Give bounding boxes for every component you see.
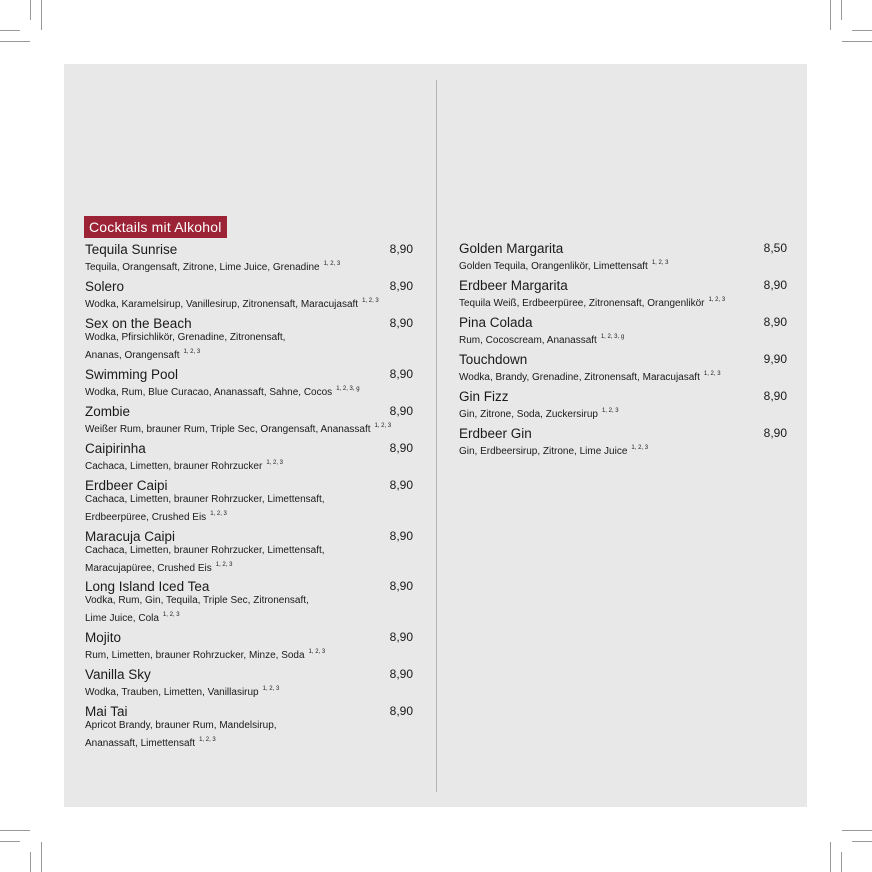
item-price: 8,90 xyxy=(389,529,413,543)
item-name: Tequila Sunrise xyxy=(85,242,178,257)
menu-item xyxy=(459,278,789,311)
additive-note: 1, 2, 3 xyxy=(374,423,392,429)
item-description: Tequila Weiß, Erdbeerpüree, Zitronensaft, Orangenlikör $^{1, 2, 3}$ xyxy=(459,297,726,309)
item-description: Apricot Brandy, brauner Rum, Mandelsirup, xyxy=(85,720,277,731)
menu-item xyxy=(85,667,415,700)
crop-mark xyxy=(841,0,842,20)
menu-item xyxy=(459,315,789,348)
item-description: Rum, Limetten, brauner Rohrzucker, Minze, Soda $^{1, 2, 3}$ xyxy=(85,649,326,661)
item-name: Erdbeer Gin xyxy=(459,426,532,441)
item-name: Sex on the Beach xyxy=(85,316,192,331)
menu-item xyxy=(85,529,415,576)
crop-mark xyxy=(841,852,842,872)
additive-note: 1, 2, 3 xyxy=(199,737,216,743)
item-description: Erdbeerpüree, Crushed Eis $^{1, 2, 3}$ xyxy=(85,511,227,523)
item-price: 8,90 xyxy=(389,478,413,492)
additive-note: 1, 2, 3 xyxy=(308,649,326,655)
crop-mark xyxy=(41,842,42,872)
menu-item xyxy=(85,630,415,663)
menu-item xyxy=(459,241,789,274)
item-price: 8,50 xyxy=(763,241,787,255)
item-name: Gin Fizz xyxy=(459,389,509,404)
item-name: Golden Margarita xyxy=(459,241,564,256)
section-header: Cocktails mit Alkohol xyxy=(84,216,227,238)
item-description: Gin, Erdbeersirup, Zitrone, Lime Juice $^{1, 2, 3}$ xyxy=(459,445,649,457)
item-description: Golden Tequila, Orangenlikör, Limettensaft $^{1, 2, 3}$ xyxy=(459,260,669,272)
item-price: 8,90 xyxy=(389,404,413,418)
menu-item xyxy=(85,704,415,751)
item-price: 8,90 xyxy=(389,579,413,593)
additive-note: 1, 2, 3 xyxy=(601,408,619,414)
menu-item xyxy=(85,242,415,275)
item-name: Solero xyxy=(85,279,125,294)
crop-mark xyxy=(30,852,31,872)
item-description: Cachaca, Limetten, brauner Rohrzucker, Limettensaft, xyxy=(85,494,325,505)
item-description: Wodka, Pfirsichlikör, Grenadine, Zitronensaft, xyxy=(85,332,286,343)
item-description: Wodka, Trauben, Limetten, Vanillasirup $^{1, 2, 3}$ xyxy=(85,686,280,698)
item-name: Long Island Iced Tea xyxy=(85,579,210,594)
item-name: Erdbeer Margarita xyxy=(459,278,568,293)
additive-note: 1, 2, 3 xyxy=(266,460,283,466)
item-price: 8,90 xyxy=(389,704,413,718)
item-name: Mojito xyxy=(85,630,122,645)
additive-note: 1, 2, 3 xyxy=(215,562,233,568)
item-price: 9,90 xyxy=(763,352,787,366)
menu-item xyxy=(85,579,415,626)
additive-note: 1, 2, 3 xyxy=(708,297,726,303)
item-price: 8,90 xyxy=(389,441,413,455)
crop-mark xyxy=(41,0,42,30)
additive-note: 1, 2, 3 xyxy=(703,371,721,377)
column-divider xyxy=(436,80,437,792)
item-description: Gin, Zitrone, Soda, Zuckersirup $^{1, 2, 3}$ xyxy=(459,408,619,420)
item-description: Ananas, Orangensaft $^{1, 2, 3}$ xyxy=(85,349,201,361)
additive-note: 1, 2, 3 xyxy=(162,612,180,618)
crop-mark xyxy=(0,841,20,842)
crop-mark xyxy=(852,841,872,842)
additive-note: 1, 2, 3 xyxy=(651,260,669,266)
item-name: Vanilla Sky xyxy=(85,667,151,682)
item-name: Erdbeer Caipi xyxy=(85,478,168,493)
crop-mark xyxy=(842,41,872,42)
item-description: Maracujapüree, Crushed Eis $^{1, 2, 3}$ xyxy=(85,562,233,574)
crop-mark xyxy=(830,842,831,872)
item-description: Lime Juice, Cola $^{1, 2, 3}$ xyxy=(85,612,180,624)
item-price: 8,90 xyxy=(389,667,413,681)
crop-mark xyxy=(830,0,831,30)
item-description: Wodka, Karamelsirup, Vanillesirup, Zitronensaft, Maracujasaft $^{1, 2, 3}$ xyxy=(85,298,379,310)
menu-item xyxy=(85,316,415,363)
item-description: Wodka, Rum, Blue Curacao, Ananassaft, Sahne, Cocos $^{1, 2, 3, g}$ xyxy=(85,386,360,398)
crop-mark xyxy=(0,830,30,831)
item-price: 8,90 xyxy=(763,389,787,403)
item-description: Vodka, Rum, Gin, Tequila, Triple Sec, Zitronensaft, xyxy=(85,595,309,606)
item-price: 8,90 xyxy=(389,630,413,644)
item-price: 8,90 xyxy=(389,242,413,256)
item-price: 8,90 xyxy=(389,316,413,330)
item-description: Wodka, Brandy, Grenadine, Zitronensaft, Maracujasaft $^{1, 2, 3}$ xyxy=(459,371,721,383)
item-name: Maracuja Caipi xyxy=(85,529,176,544)
item-description: Tequila, Orangensaft, Zitrone, Lime Juice, Grenadine $^{1, 2, 3}$ xyxy=(85,261,341,273)
additive-note: 1, 2, 3 xyxy=(631,445,649,451)
item-name: Mai Tai xyxy=(85,704,128,719)
item-price: 8,90 xyxy=(389,279,413,293)
item-description: Cachaca, Limetten, brauner Rohrzucker, Limettensaft, xyxy=(85,545,325,556)
menu-item xyxy=(85,367,415,400)
menu-page xyxy=(64,64,807,807)
item-name: Touchdown xyxy=(459,352,528,367)
menu-item xyxy=(85,404,415,437)
item-price: 8,90 xyxy=(763,315,787,329)
menu-item xyxy=(85,478,415,525)
item-name: Zombie xyxy=(85,404,131,419)
crop-mark xyxy=(30,0,31,20)
item-description: Weißer Rum, brauner Rum, Triple Sec, Orangensaft, Ananassaft $^{1, 2, 3}$ xyxy=(85,423,392,435)
menu-item xyxy=(459,389,789,422)
additive-note: 1, 2, 3 xyxy=(323,261,341,267)
additive-note: 1, 2, 3, g xyxy=(600,334,625,340)
item-price: 8,90 xyxy=(389,367,413,381)
item-name: Swimming Pool xyxy=(85,367,179,382)
crop-mark xyxy=(0,41,30,42)
item-price: 8,90 xyxy=(763,426,787,440)
crop-mark xyxy=(842,830,872,831)
additive-note: 1, 2, 3 xyxy=(262,686,280,692)
menu-item xyxy=(459,352,789,385)
crop-mark xyxy=(0,30,20,31)
item-name: Caipirinha xyxy=(85,441,146,456)
item-name: Pina Colada xyxy=(459,315,533,330)
additive-note: 1, 2, 3 xyxy=(183,349,201,355)
crop-mark xyxy=(852,30,872,31)
additive-note: 1, 2, 3, g xyxy=(336,386,360,392)
item-description: Rum, Cocoscream, Ananassaft $^{1, 2, 3, g}$ xyxy=(459,334,625,346)
additive-note: 1, 2, 3 xyxy=(362,298,379,304)
menu-item xyxy=(85,441,415,474)
item-description: Cachaca, Limetten, brauner Rohrzucker $^{1, 2, 3}$ xyxy=(85,460,283,472)
item-description: Ananassaft, Limettensaft $^{1, 2, 3}$ xyxy=(85,737,216,749)
item-price: 8,90 xyxy=(763,278,787,292)
menu-item xyxy=(459,426,789,459)
menu-item xyxy=(85,279,415,312)
additive-note: 1, 2, 3 xyxy=(210,511,227,517)
